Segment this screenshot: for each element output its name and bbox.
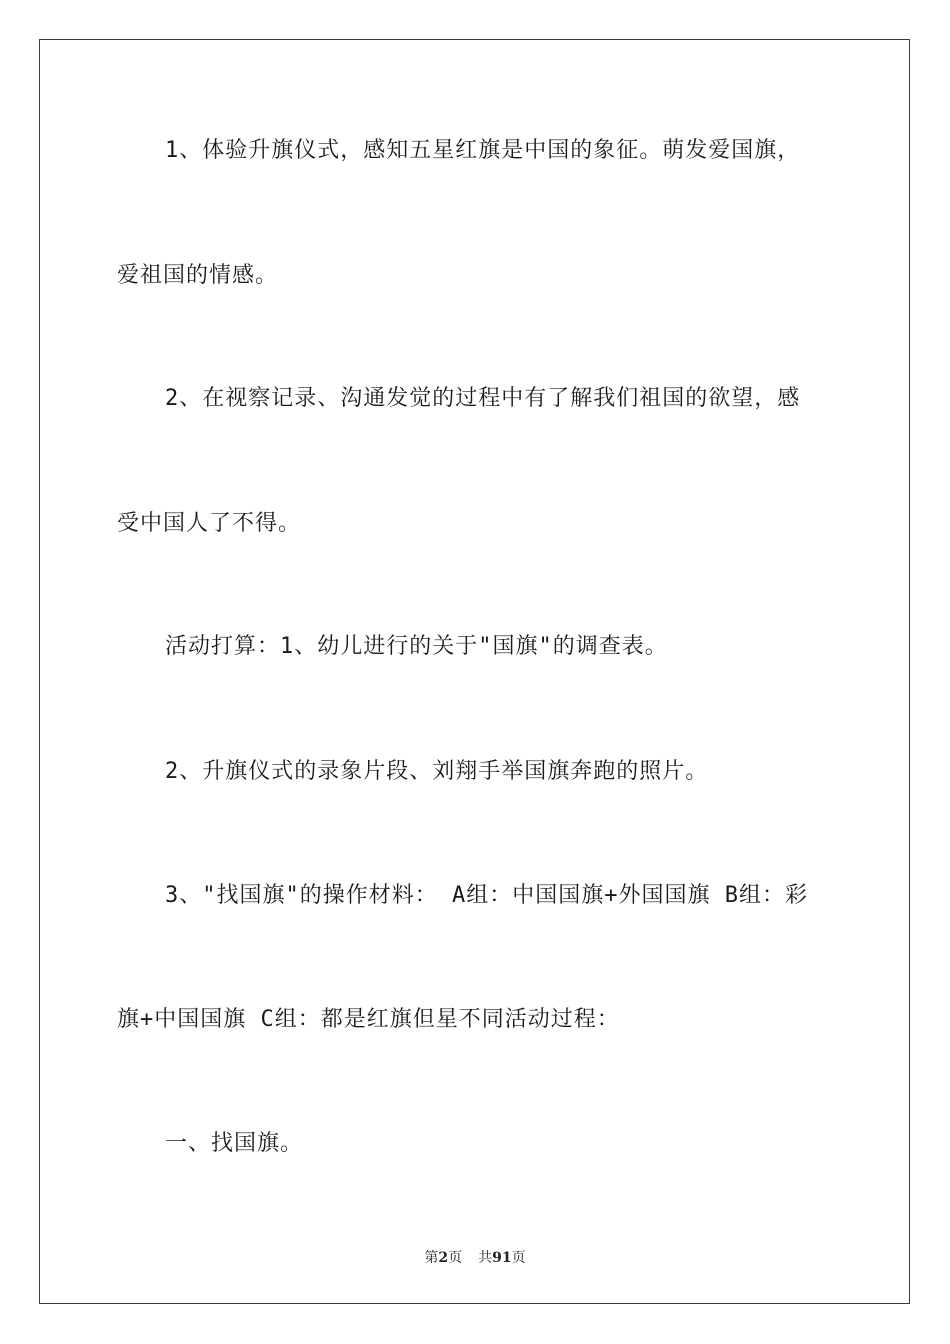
footer-total-number: 91 xyxy=(492,1250,512,1266)
paragraph-line-6: 2、升旗仪式的录象片段、刘翔手举国旗奔跑的照片。 xyxy=(165,759,709,784)
paragraph-line-1: 1、体验升旗仪式，感知五星红旗是中国的象征。萌发爱国旗， xyxy=(165,138,801,163)
paragraph-line-9: 一、找国旗。 xyxy=(165,1131,304,1156)
paragraph-line-3: 2、在视察记录、沟通发觉的过程中有了解我们祖国的欲望，感 xyxy=(165,386,801,411)
page-footer xyxy=(0,1247,950,1267)
paragraph-line-8: 旗+中国国旗 C组：都是红旗但星不同活动过程： xyxy=(117,1007,620,1032)
paragraph-line-4: 受中国人了不得。 xyxy=(117,511,302,536)
page-border xyxy=(39,39,910,1304)
footer-total-suffix: 页 xyxy=(511,1250,526,1266)
footer-page-number: 2 xyxy=(438,1250,449,1266)
footer-total-prefix: 共 xyxy=(478,1250,493,1266)
paragraph-line-5: 活动打算：1、幼儿进行的关于"国旗"的调查表。 xyxy=(165,634,668,659)
footer-page-suffix: 页 xyxy=(448,1250,463,1266)
footer-page-prefix: 第 xyxy=(424,1250,439,1266)
paragraph-line-7: 3、"找国旗"的操作材料： A组：中国国旗+外国国旗 B组：彩 xyxy=(165,883,808,908)
paragraph-line-2: 爱祖国的情感。 xyxy=(117,263,279,288)
